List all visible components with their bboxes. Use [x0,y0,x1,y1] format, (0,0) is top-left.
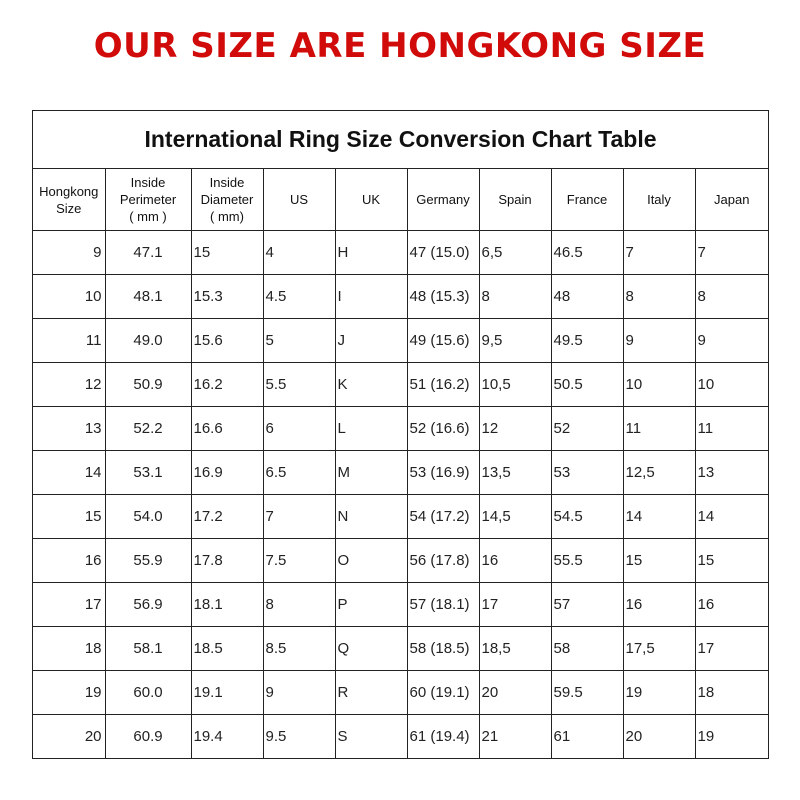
table-cell: 7.5 [263,539,335,583]
table-cell: 11 [33,319,105,363]
table-cell: 19 [695,715,768,759]
table-cell: 54.5 [551,495,623,539]
table-cell: 21 [479,715,551,759]
table-cell: 16.9 [191,451,263,495]
table-cell: 16 [695,583,768,627]
table-cell: 12,5 [623,451,695,495]
column-header: UK [335,169,407,231]
table-cell: 56.9 [105,583,191,627]
table-cell: J [335,319,407,363]
table-cell: 17 [695,627,768,671]
table-cell: 53 (16.9) [407,451,479,495]
ring-size-chart [32,110,769,759]
table-cell: R [335,671,407,715]
table-cell: 10,5 [479,363,551,407]
header-row [33,169,768,231]
table-row [33,495,768,539]
column-header: Spain [479,169,551,231]
table-cell: 12 [33,363,105,407]
table-cell: 58 (18.5) [407,627,479,671]
table-cell: 7 [623,231,695,275]
table-cell: 58 [551,627,623,671]
column-header: France [551,169,623,231]
table-cell: 57 (18.1) [407,583,479,627]
table-cell: 51 (16.2) [407,363,479,407]
table-cell: 8.5 [263,627,335,671]
table-cell: 14 [33,451,105,495]
column-header: Hongkong Size [33,169,105,231]
table-cell: 8 [479,275,551,319]
table-cell: 9 [695,319,768,363]
table-cell: 17 [479,583,551,627]
table-cell: 15 [191,231,263,275]
table-cell: 16 [623,583,695,627]
table-cell: 18.5 [191,627,263,671]
table-row [33,671,768,715]
conversion-table [33,169,768,758]
table-cell: 50.9 [105,363,191,407]
table-cell: 15 [623,539,695,583]
table-cell: 13 [695,451,768,495]
table-row [33,231,768,275]
table-cell: 56 (17.8) [407,539,479,583]
table-cell: 52 [551,407,623,451]
table-cell: 8 [695,275,768,319]
table-cell: 14 [623,495,695,539]
table-cell: 48.1 [105,275,191,319]
table-cell: S [335,715,407,759]
table-cell: 54 (17.2) [407,495,479,539]
column-header: Inside Perimeter ( mm ) [105,169,191,231]
table-cell: O [335,539,407,583]
table-cell: 16 [479,539,551,583]
table-cell: 49 (15.6) [407,319,479,363]
table-cell: 11 [695,407,768,451]
table-cell: 16.2 [191,363,263,407]
table-row [33,363,768,407]
table-cell: 4 [263,231,335,275]
table-cell: 5 [263,319,335,363]
table-cell: N [335,495,407,539]
table-cell: 55.9 [105,539,191,583]
table-row [33,583,768,627]
table-cell: 19.1 [191,671,263,715]
table-cell: 6,5 [479,231,551,275]
table-cell: 18 [33,627,105,671]
table-cell: 13,5 [479,451,551,495]
table-cell: 9 [33,231,105,275]
column-header: Inside Diameter ( mm) [191,169,263,231]
table-cell: 16 [33,539,105,583]
table-cell: 15.3 [191,275,263,319]
column-header: Japan [695,169,768,231]
table-cell: 53.1 [105,451,191,495]
table-cell: 15.6 [191,319,263,363]
table-cell: 6 [263,407,335,451]
table-cell: 52 (16.6) [407,407,479,451]
table-cell: 20 [33,715,105,759]
table-cell: 8 [623,275,695,319]
table-cell: 5.5 [263,363,335,407]
table-cell: 20 [479,671,551,715]
table-cell: 6.5 [263,451,335,495]
table-cell: 17,5 [623,627,695,671]
table-cell: 57 [551,583,623,627]
table-cell: P [335,583,407,627]
table-row [33,319,768,363]
table-cell: 48 (15.3) [407,275,479,319]
table-cell: 60.9 [105,715,191,759]
table-cell: 9,5 [479,319,551,363]
table-cell: 18 [695,671,768,715]
table-cell: 9 [263,671,335,715]
table-cell: 18.1 [191,583,263,627]
table-cell: 15 [695,539,768,583]
table-cell: M [335,451,407,495]
table-row [33,407,768,451]
table-cell: 54.0 [105,495,191,539]
table-row [33,627,768,671]
table-row [33,451,768,495]
column-header: Germany [407,169,479,231]
table-cell: 53 [551,451,623,495]
table-cell: 17.2 [191,495,263,539]
table-cell: 61 [551,715,623,759]
table-row [33,715,768,759]
table-cell: 16.6 [191,407,263,451]
table-cell: 47 (15.0) [407,231,479,275]
table-cell: H [335,231,407,275]
table-cell: 7 [263,495,335,539]
column-header: US [263,169,335,231]
table-cell: 52.2 [105,407,191,451]
table-cell: 59.5 [551,671,623,715]
table-cell: 47.1 [105,231,191,275]
table-cell: K [335,363,407,407]
column-header: Italy [623,169,695,231]
table-cell: 61 (19.4) [407,715,479,759]
table-cell: 14,5 [479,495,551,539]
table-cell: 58.1 [105,627,191,671]
table-cell: 48 [551,275,623,319]
table-cell: 11 [623,407,695,451]
table-cell: I [335,275,407,319]
table-cell: 12 [479,407,551,451]
table-cell: 20 [623,715,695,759]
table-cell: Q [335,627,407,671]
chart-title: International Ring Size Conversion Chart Table [33,111,768,169]
table-cell: 13 [33,407,105,451]
table-cell: 50.5 [551,363,623,407]
table-cell: 14 [695,495,768,539]
table-row [33,539,768,583]
table-cell: 15 [33,495,105,539]
table-cell: L [335,407,407,451]
table-cell: 19 [33,671,105,715]
table-body [33,231,768,759]
table-cell: 60 (19.1) [407,671,479,715]
table-cell: 17.8 [191,539,263,583]
table-cell: 49.0 [105,319,191,363]
table-cell: 10 [33,275,105,319]
table-cell: 9 [623,319,695,363]
headline: OUR SIZE ARE HONGKONG SIZE [93,26,707,66]
table-cell: 46.5 [551,231,623,275]
table-cell: 10 [623,363,695,407]
table-row [33,275,768,319]
table-cell: 8 [263,583,335,627]
table-cell: 60.0 [105,671,191,715]
table-cell: 17 [33,583,105,627]
table-cell: 18,5 [479,627,551,671]
table-cell: 7 [695,231,768,275]
table-cell: 55.5 [551,539,623,583]
table-cell: 19 [623,671,695,715]
table-cell: 49.5 [551,319,623,363]
table-cell: 9.5 [263,715,335,759]
table-cell: 4.5 [263,275,335,319]
table-cell: 19.4 [191,715,263,759]
table-cell: 10 [695,363,768,407]
